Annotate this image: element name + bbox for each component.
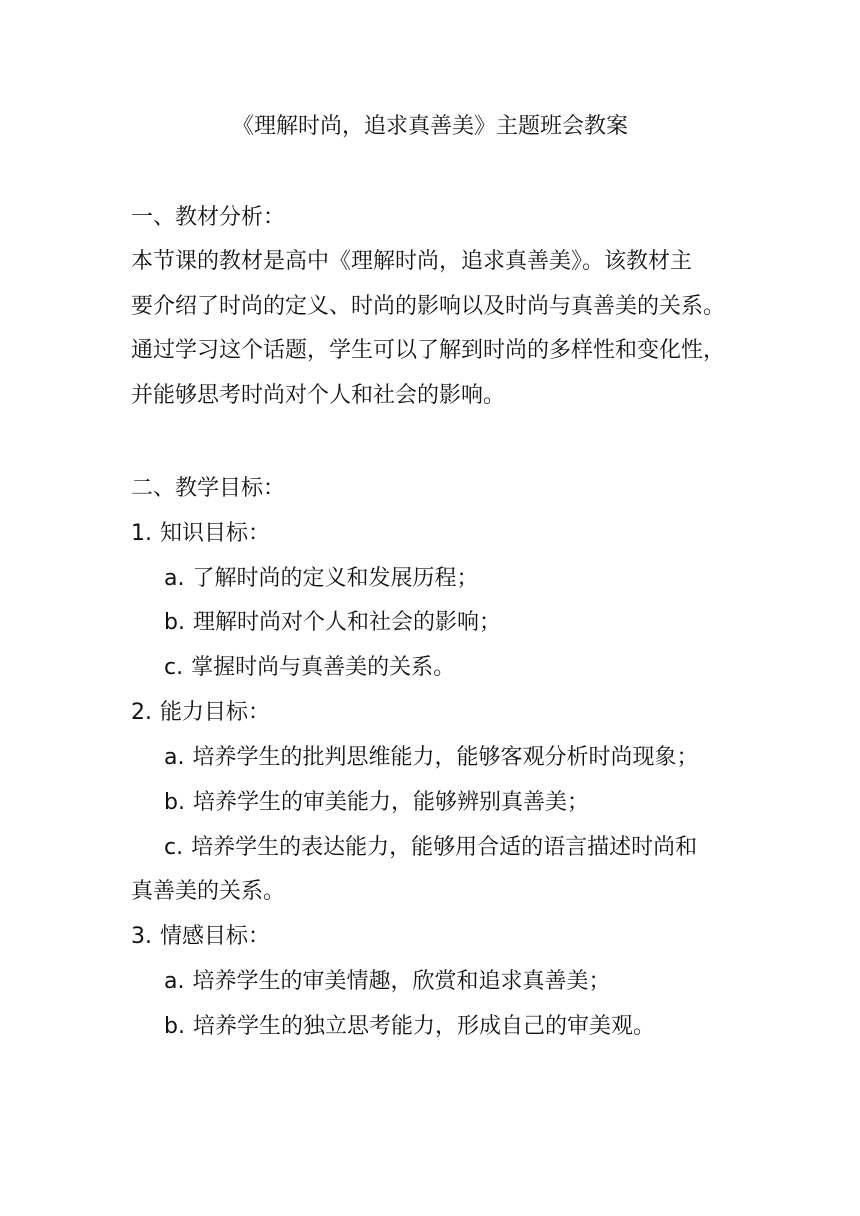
list-item-text: 了解时尚的定义和发展历程； xyxy=(192,566,479,591)
list-marker: c. xyxy=(164,835,184,860)
list-item xyxy=(164,607,501,639)
paragraph-line: 并能够思考时尚对个人和社会的影响。 xyxy=(131,383,506,408)
list-item-text: 培养学生的表达能力，能够用合适的语言描述时尚和 xyxy=(191,835,698,860)
paragraph-line: 要介绍了时尚的定义、时尚的影响以及时尚与真善美的关系。 xyxy=(131,294,726,319)
paragraph-line: 通过学习这个话题，学生可以了解到时尚的多样性和变化性， xyxy=(131,338,726,363)
paragraph-line: 本节课的教材是高中《理解时尚，追求真善美》。该教材主 xyxy=(131,249,693,274)
section-heading-teaching-goals: 二、教学目标： xyxy=(131,476,286,501)
goal-label: 能力目标： xyxy=(160,700,271,725)
goal-knowledge xyxy=(131,518,270,550)
list-item-text: 培养学生的独立思考能力，形成自己的审美观。 xyxy=(192,1014,655,1039)
list-marker: a. xyxy=(164,745,185,770)
list-item xyxy=(164,832,697,864)
goal-emotion xyxy=(131,921,270,953)
list-marker: b. xyxy=(164,1014,185,1039)
list-marker: b. xyxy=(164,790,185,815)
list-marker: b. xyxy=(164,610,185,635)
list-item-text: 理解时尚对个人和社会的影响； xyxy=(192,610,501,635)
list-item-continuation: 真善美的关系。 xyxy=(131,879,286,904)
list-item xyxy=(164,563,479,595)
list-item xyxy=(164,1011,655,1043)
list-marker: a. xyxy=(164,566,185,591)
list-marker: a. xyxy=(164,969,185,994)
list-marker: c. xyxy=(164,655,184,680)
list-marker: 3. xyxy=(131,924,152,949)
list-item xyxy=(164,652,455,684)
list-item xyxy=(164,966,611,998)
list-marker: 1. xyxy=(131,521,152,546)
list-item-text: 培养学生的审美能力，能够辨别真善美； xyxy=(192,790,589,815)
goal-ability xyxy=(131,697,270,729)
document-title: 《理解时尚，追求真善美》主题班会教案 xyxy=(231,114,628,139)
list-item xyxy=(164,787,589,819)
list-item-text: 培养学生的审美情趣，欣赏和追求真善美； xyxy=(192,969,611,994)
list-item xyxy=(164,742,699,774)
goal-label: 情感目标： xyxy=(160,924,271,949)
list-item-text: 掌握时尚与真善美的关系。 xyxy=(191,655,456,680)
list-item-text: 培养学生的批判思维能力，能够客观分析时尚现象； xyxy=(192,745,699,770)
list-marker: 2. xyxy=(131,700,152,725)
goal-label: 知识目标： xyxy=(160,521,271,546)
section-heading-material-analysis: 一、教材分析： xyxy=(131,205,286,230)
